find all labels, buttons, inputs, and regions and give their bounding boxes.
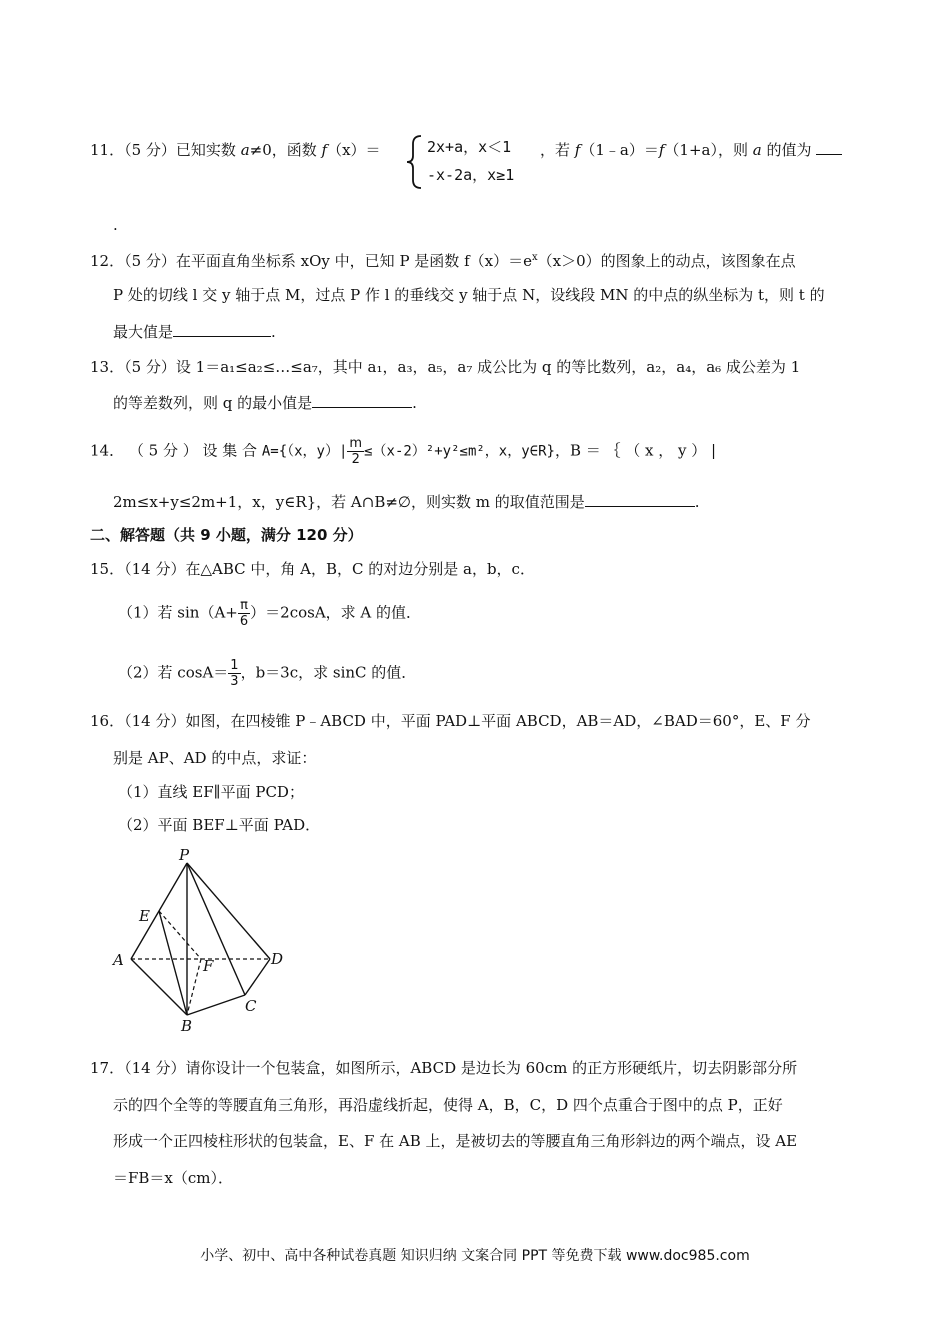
q12-sup: x bbox=[531, 252, 538, 263]
q11-score: （5 分） bbox=[124, 141, 176, 159]
fig-label-c: C bbox=[245, 997, 257, 1015]
q14-line2 bbox=[113, 492, 700, 512]
q14-line2-text: 2m≤x+y≤2m+1，x，y∈R}，若 A∩B≠∅，则实数 m 的取值范围是 bbox=[113, 493, 585, 511]
edge-ab bbox=[131, 959, 187, 1015]
q14-line1 bbox=[90, 436, 716, 467]
q13-line2-end: . bbox=[412, 394, 417, 412]
q15-part1 bbox=[118, 598, 421, 629]
q11-piecewise bbox=[405, 132, 545, 192]
q13-line2-text: 的等差数列，则 q 的最小值是 bbox=[113, 394, 313, 412]
q11-var-a-2: a bbox=[752, 141, 762, 159]
q15-p1-frac bbox=[238, 598, 250, 629]
q11-paren-x: （x）＝ bbox=[327, 141, 381, 159]
q12-line1b-text: （x＞0）的图象上的动点，该图象在点 bbox=[537, 252, 796, 270]
q17-num: 17． bbox=[90, 1059, 125, 1077]
q14-set-a-post: ≤（x-2）²+y²≤m²，x，y∈R} bbox=[364, 443, 555, 460]
q13-line1 bbox=[90, 357, 800, 377]
q14-text-b: ，B ＝ ｛ （ x ， y ） | bbox=[554, 441, 717, 460]
q15-p1-num: π bbox=[238, 598, 250, 614]
q17-line3: 形成一个正四棱柱形状的包装盒，E、F 在 AB 上，是被切去的等腰直角三角形斜边的两个端点，设 AE bbox=[113, 1132, 798, 1150]
q12-answer-blank[interactable] bbox=[173, 322, 271, 337]
q13-answer-blank[interactable] bbox=[312, 393, 412, 408]
q14-num: 14． bbox=[90, 441, 125, 460]
q11-text-e: （1+a），则 bbox=[664, 141, 753, 159]
q17-line4: ＝FB＝x（cm）． bbox=[113, 1169, 234, 1187]
q12-line3 bbox=[113, 322, 276, 342]
q16-part2: （2）平面 BEF⊥平面 PAD． bbox=[118, 816, 321, 834]
fig-label-e: E bbox=[139, 907, 150, 925]
q11-answer-blank[interactable] bbox=[816, 140, 842, 155]
q14-set-a-pre: A={（x，y）| bbox=[261, 443, 348, 460]
fig-label-b: B bbox=[181, 1017, 193, 1035]
q15-p1-den: 6 bbox=[239, 614, 249, 629]
q12-num: 12． bbox=[90, 252, 125, 270]
fig-label-f: F bbox=[203, 957, 214, 975]
q15-num: 15． bbox=[90, 560, 125, 578]
q13-num: 13． bbox=[90, 358, 125, 376]
q16-part1: （1）直线 EF∥平面 PCD； bbox=[118, 783, 304, 801]
q15-stem-text: 在△ABC 中，角 A，B，C 的对边分别是 a，b，c． bbox=[185, 560, 535, 578]
q12-line2: P 处的切线 l 交 y 轴于点 M，过点 P 作 l 的垂线交 y 轴于点 N，设线段 MN 的中点的纵坐标为 t，则 t 的 bbox=[113, 286, 825, 304]
edge-cd bbox=[245, 959, 270, 995]
q14-frac bbox=[347, 436, 364, 467]
q17-line1-text: 请你设计一个包装盒，如图所示，ABCD 是边长为 60cm 的正方形硬纸片，切去阴影部分所 bbox=[185, 1059, 798, 1077]
edge-bc bbox=[187, 995, 245, 1015]
q11-brace bbox=[405, 132, 425, 192]
q15-p1-pre: （1）若 sin（A+ bbox=[118, 603, 238, 622]
q15-score: （14 分） bbox=[124, 560, 186, 578]
q11-line1 bbox=[90, 140, 381, 160]
q11-case1: 2x+a，x＜1 bbox=[427, 138, 512, 156]
q15-p2-pre: （2）若 cosA＝ bbox=[118, 663, 229, 682]
edge-pc bbox=[187, 863, 245, 995]
q16-line2: 别是 AP、AD 的中点，求证： bbox=[113, 749, 317, 767]
q11-text-d: （1﹣a）＝ bbox=[580, 141, 659, 159]
q15-p1-post: ）＝2cosA，求 A 的值． bbox=[250, 603, 422, 622]
q15-part2 bbox=[118, 658, 416, 689]
q11-period: . bbox=[113, 216, 118, 234]
fig-label-p: P bbox=[179, 846, 190, 864]
q14-frac-num: m bbox=[349, 436, 363, 451]
edge-eb bbox=[159, 911, 187, 1015]
q14-answer-blank[interactable] bbox=[585, 492, 695, 507]
q17-line1 bbox=[90, 1058, 797, 1078]
q11-text-b: ≠0，函数 bbox=[249, 141, 322, 159]
q12-line1-text: 在平面直角坐标系 xOy 中，已知 P 是函数 f（x）＝e bbox=[175, 252, 532, 270]
q12-line3-end: . bbox=[271, 323, 276, 341]
q15-stem bbox=[90, 559, 535, 579]
q13-line2 bbox=[113, 393, 417, 413]
q12-score: （5 分） bbox=[124, 252, 176, 270]
q11-case2: -x-2a，x≥1 bbox=[427, 166, 515, 184]
q12-line1 bbox=[90, 248, 796, 271]
q15-p2-num: 1 bbox=[230, 658, 239, 673]
q13-line1-text: 设 1＝a₁≤a₂≤…≤a₇，其中 a₁，a₃，a₅，a₇ 成公比为 q 的等比数列，a₂，a₄，a₆ 成公差为 1 bbox=[175, 358, 801, 376]
q14-score: （ 5 分 ） bbox=[128, 441, 198, 460]
q11-fx: f bbox=[321, 141, 328, 159]
q16-score: （14 分） bbox=[124, 712, 186, 730]
q11-var-a: a bbox=[240, 141, 250, 159]
q11-fx-2: f bbox=[574, 141, 581, 159]
q14-text-a: 设 集 合 bbox=[202, 441, 258, 460]
page-footer: 小学、初中、高中各种试卷真题 知识归纳 文案合同 PPT 等免费下载 www.doc985.com bbox=[200, 1248, 750, 1264]
edge-pd bbox=[187, 863, 270, 959]
q13-score: （5 分） bbox=[124, 358, 176, 376]
section2-title: 二、解答题（共 9 小题，满分 120 分） bbox=[90, 526, 363, 544]
q11-text-c: ，若 bbox=[540, 141, 575, 159]
q11-text-f: 的值为 bbox=[761, 141, 812, 159]
q17-score: （14 分） bbox=[124, 1059, 186, 1077]
q11-fx-3: f bbox=[658, 141, 665, 159]
q14-line2-end: . bbox=[694, 493, 700, 511]
q15-p2-den: 3 bbox=[230, 674, 239, 689]
q11-text-a: 已知实数 bbox=[175, 141, 241, 159]
q16-pyramid-figure bbox=[105, 845, 305, 1035]
edge-fb-hidden bbox=[187, 959, 201, 1015]
q15-p2-frac bbox=[228, 658, 240, 689]
fig-label-a: A bbox=[113, 951, 124, 969]
q16-line1 bbox=[90, 711, 810, 731]
q14-frac-den: 2 bbox=[351, 452, 360, 467]
q15-p2-post: ，b＝3c，求 sinC 的值． bbox=[240, 663, 417, 682]
q16-line1-text: 如图，在四棱锥 P﹣ABCD 中，平面 PAD⊥平面 ABCD，AB＝AD，∠BAD＝60°，E、F 分 bbox=[185, 712, 811, 730]
q16-num: 16． bbox=[90, 712, 125, 730]
q17-line2: 示的四个全等的等腰直角三角形，再沿虚线折起，使得 A，B，C，D 四个点重合于图中的点 P，正好 bbox=[113, 1096, 783, 1114]
q11-num: 11． bbox=[90, 141, 125, 159]
q12-line3-text: 最大值是 bbox=[113, 323, 174, 341]
fig-label-d: D bbox=[271, 950, 284, 968]
q11-line1-tail bbox=[540, 140, 842, 160]
